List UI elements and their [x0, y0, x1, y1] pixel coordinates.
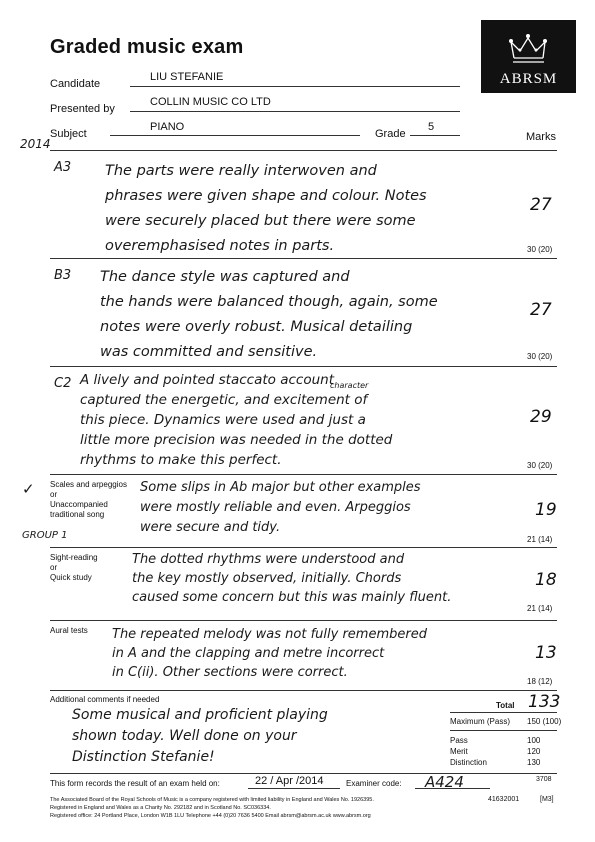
examiner-code-value: A424 [425, 773, 464, 791]
grade-value: 5 [428, 121, 435, 133]
group-annotation: GROUP 1 [22, 530, 68, 541]
scales-mark: 19 [535, 500, 557, 520]
subject-label: Subject [50, 128, 87, 140]
piece-code-b3: B3 [54, 268, 72, 283]
piece-b3-mark: 27 [530, 300, 552, 320]
piece-code-c2: C2 [54, 376, 72, 391]
tick-mark: ✓ [22, 480, 35, 498]
reference-number: 41632001 [488, 796, 520, 803]
subject-value: PIANO [150, 121, 185, 133]
logo-text: ABRSM [499, 71, 558, 87]
marks-label: Marks [526, 131, 556, 143]
year-annotation: 2014 [20, 137, 51, 151]
candidate-label: Candidate [50, 78, 101, 90]
piece-b3-max: 30 (20) [527, 352, 553, 361]
piece-a3-comment: The parts were really interwoven and phrases were given shape and colour. Notes were securely placed but there were some overemphasised notes in parts. [105, 163, 427, 254]
sight-reading-label: Sight-reading or Quick study [50, 553, 98, 582]
aural-tests-max: 18 (12) [527, 677, 553, 686]
sight-reading-max: 21 (14) [527, 604, 553, 613]
sight-reading-mark: 18 [535, 570, 557, 590]
total-value: 133 [528, 692, 561, 712]
abrsm-logo [481, 20, 576, 93]
examiner-code-label: Examiner code: [346, 779, 402, 788]
legal-text: The Associated Board of the Royal Schools of Music is a company registered with limited liability in England and Wales No. 1926395. Registered in England and Wales as a Charity No. 292182 and in Scotland No. SC036334. Registered office: 24 Portland Place, London W1B 1LU Telephone +44 (0)20 7636 5400 Email abrsm@abrsm.ac.uk www.abrsm.org [50, 797, 374, 819]
aural-tests-label: Aural tests [50, 626, 88, 635]
sight-reading-comment: The dotted rhythms were understood and the key mostly observed, initially. Chords caused some concern but this was mainly fluent. [132, 552, 452, 605]
aural-tests-comment: The repeated melody was not fully remembered in A and the clapping and metre incorrect in C(ii). Other sections were correct. [112, 627, 427, 680]
piece-a3-max: 30 (20) [527, 245, 553, 254]
scales-comment: Some slips in Ab major but other examples were mostly reliable and even. Arpeggios were secure and tidy. [140, 480, 421, 535]
maximum-pass-value: 150 (100) [527, 717, 562, 726]
piece-c2-insertion: character [330, 381, 369, 390]
record-text: This form records the result of an exam held on: [50, 779, 220, 788]
piece-b3-comment: The dance style was captured and the hands were balanced though, again, some notes were overly robust. Musical detailing was committed and sensitive. [100, 269, 438, 360]
presented-by-label: Presented by [50, 103, 115, 115]
piece-c2-max: 30 (20) [527, 461, 553, 470]
pass-label: Pass [450, 736, 468, 745]
total-label: Total [496, 701, 515, 710]
scales-label: Scales and arpeggios or Unaccompanied traditional song [50, 480, 127, 519]
additional-comments-label: Additional comments if needed [50, 695, 160, 704]
distinction-label: Distinction [450, 758, 487, 767]
candidate-value: LIU STEFANIE [150, 71, 224, 83]
piece-code-a3: A3 [54, 160, 72, 175]
form-number: 3708 [536, 776, 552, 783]
pass-value: 100 [527, 736, 541, 745]
merit-label: Merit [450, 747, 468, 756]
grade-label: Grade [375, 128, 406, 140]
page-title: Graded music exam [50, 36, 244, 58]
reference-code: [M3] [540, 796, 554, 803]
maximum-pass-label: Maximum (Pass) [450, 717, 511, 726]
additional-comments-text: Some musical and proficient playing shown today. Well done on your Distinction Stefanie! [72, 707, 328, 765]
distinction-value: 130 [527, 758, 541, 767]
exam-date: 22 / Apr /2014 [255, 775, 324, 787]
piece-c2-comment: A lively and pointed staccato account captured the energetic, and excitement of this piece. Dynamics were used and just a little more precision was needed in the dotted rhythms to make this perfect. [80, 372, 393, 468]
aural-tests-mark: 13 [535, 643, 557, 663]
merit-value: 120 [527, 747, 541, 756]
piece-c2-mark: 29 [530, 407, 552, 427]
piece-a3-mark: 27 [530, 195, 552, 215]
presented-by-value: COLLIN MUSIC CO LTD [150, 96, 271, 108]
scales-max: 21 (14) [527, 535, 553, 544]
